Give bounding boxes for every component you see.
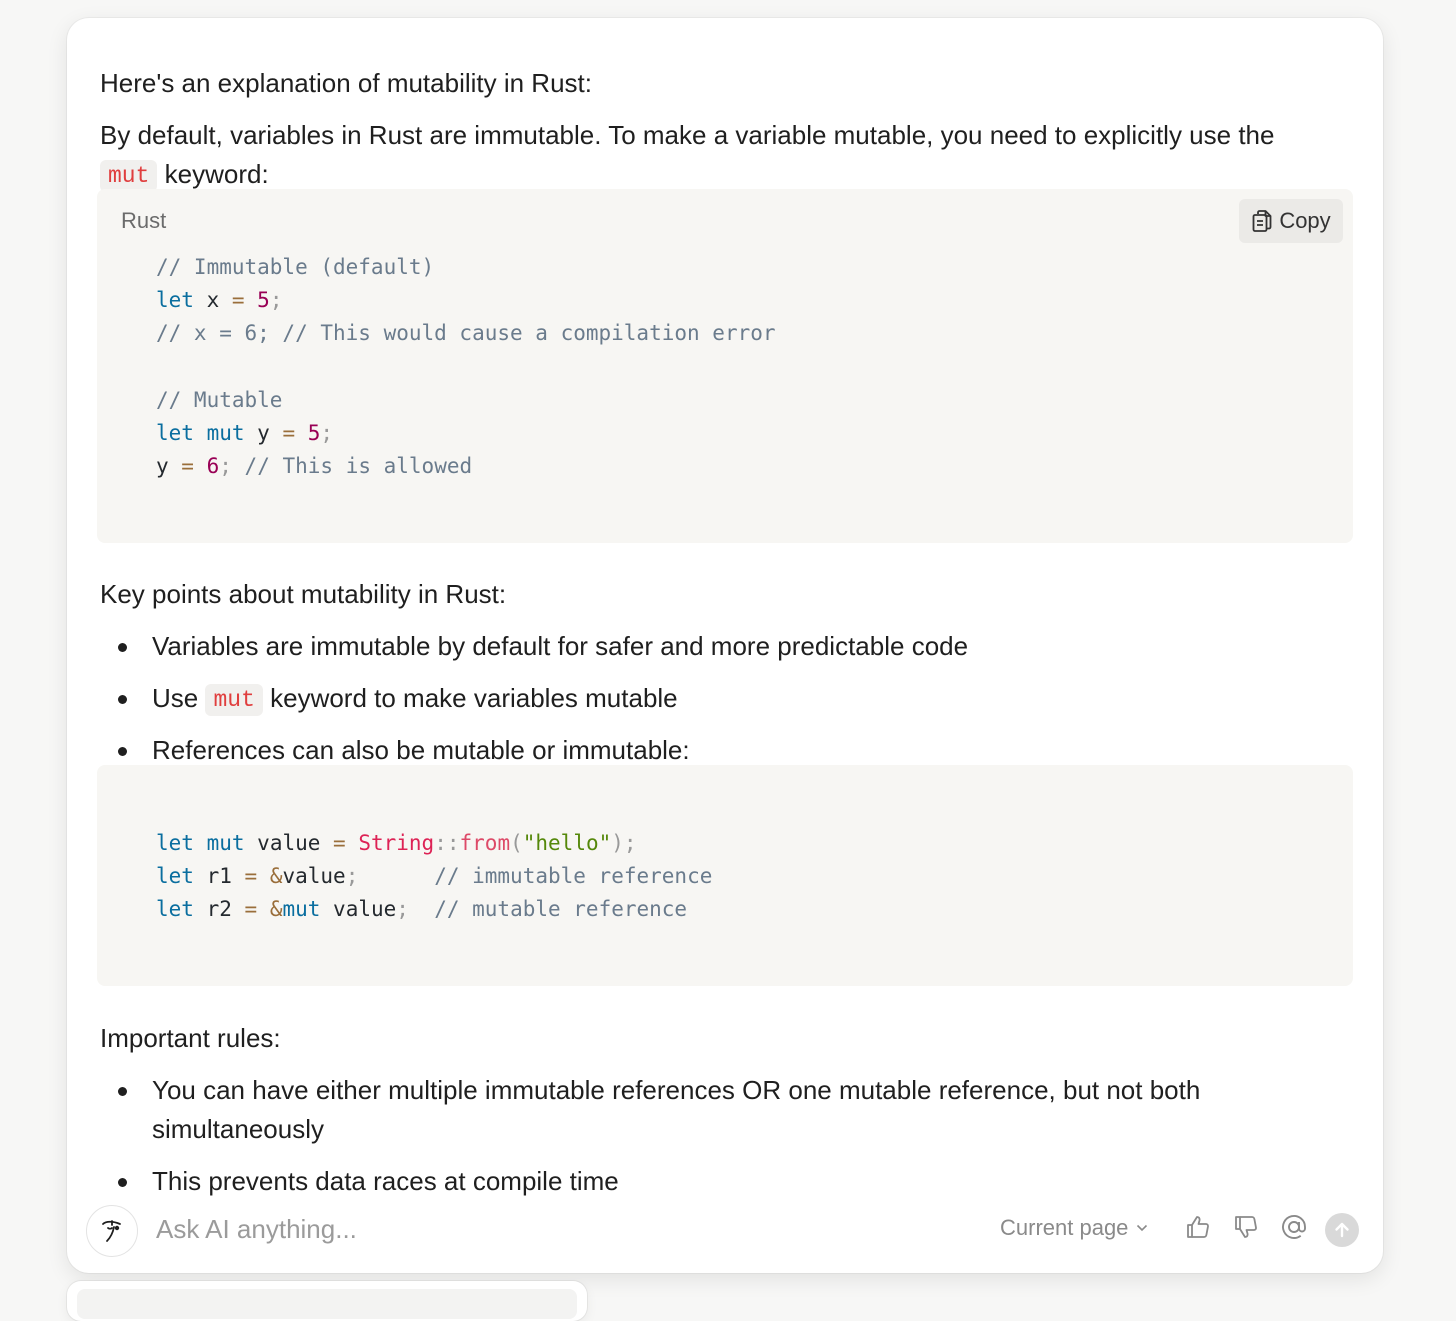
thumbs-down-icon: [1232, 1213, 1260, 1241]
copy-icon: [1251, 209, 1273, 233]
copy-label: Copy: [1279, 208, 1331, 233]
at-mention-icon: [1279, 1212, 1309, 1242]
para1-tail: keyword:: [157, 159, 269, 189]
bullet-dot: [118, 747, 127, 756]
list-item-text: Variables are immutable by default for safer and more predictable code: [152, 631, 969, 661]
code-block-references: [97, 765, 1353, 986]
bullet-dot: [118, 1178, 127, 1187]
send-button[interactable]: [1325, 1213, 1359, 1247]
inline-code-mut: mut: [205, 684, 262, 716]
bullet-dot: [118, 643, 127, 652]
secondary-panel-inner: [77, 1289, 577, 1319]
ai-avatar: [86, 1205, 138, 1257]
list-item-text: Use mut keyword to make variables mutable: [152, 679, 678, 721]
code-line-6: let mut y = 5;: [156, 421, 334, 446]
thumbs-down-button[interactable]: [1229, 1210, 1263, 1244]
code-line-2: let r1 = &value; // immutable reference: [156, 864, 713, 889]
key-points-heading: Key points about mutability in Rust:: [100, 579, 507, 609]
inline-code-mut: mut: [100, 160, 157, 192]
list-item-text: This prevents data races at compile time: [152, 1166, 619, 1196]
ai-avatar-icon: [97, 1216, 127, 1246]
ai-input-bar: [67, 1198, 1383, 1273]
code-content: [156, 251, 776, 483]
code-line-1: let mut value = String::from("hello");: [156, 831, 637, 855]
code-content: [156, 827, 712, 927]
ai-chat-panel: [67, 18, 1383, 1273]
rules-heading: Important rules:: [100, 1023, 281, 1053]
code-line-3: // x = 6; // This would cause a compilation error: [156, 321, 776, 346]
bullet-dot: [118, 1087, 127, 1096]
code-line-3: let r2 = &mut value; // mutable reference: [156, 897, 688, 922]
code-line-2: let x = 5;: [156, 288, 283, 313]
mention-button[interactable]: [1277, 1210, 1311, 1244]
code-line-1: // Immutable (default): [156, 255, 435, 279]
intro-text: Here's an explanation of mutability in Rust:: [100, 68, 592, 98]
code-block-rust: [97, 189, 1353, 543]
list-item-text: You can have either multiple immutable references OR one mutable reference, but not both: [152, 1075, 1201, 1105]
copy-button[interactable]: [1239, 199, 1343, 243]
list-item-text-cont: simultaneously: [152, 1114, 324, 1144]
list-item-text: References can also be mutable or immutable:: [152, 735, 690, 765]
scope-label: Current page: [1000, 1215, 1129, 1240]
code-line-5: // Mutable: [156, 387, 283, 412]
bullet-dot: [118, 695, 127, 704]
ask-ai-input[interactable]: [156, 1214, 916, 1245]
thumbs-up-button[interactable]: [1181, 1210, 1215, 1244]
secondary-panel: [67, 1281, 587, 1321]
thumbs-up-icon: [1184, 1213, 1212, 1241]
code-line-7: y = 6; // This is allowed: [156, 454, 473, 479]
chevron-down-icon: [1136, 1224, 1148, 1232]
scope-dropdown[interactable]: [1000, 1215, 1148, 1241]
send-arrow-icon: [1333, 1221, 1351, 1239]
code-language-label: Rust: [121, 208, 167, 233]
para1-line1: By default, variables in Rust are immutable. To make a variable mutable, you need to explicitly use the: [100, 120, 1275, 150]
